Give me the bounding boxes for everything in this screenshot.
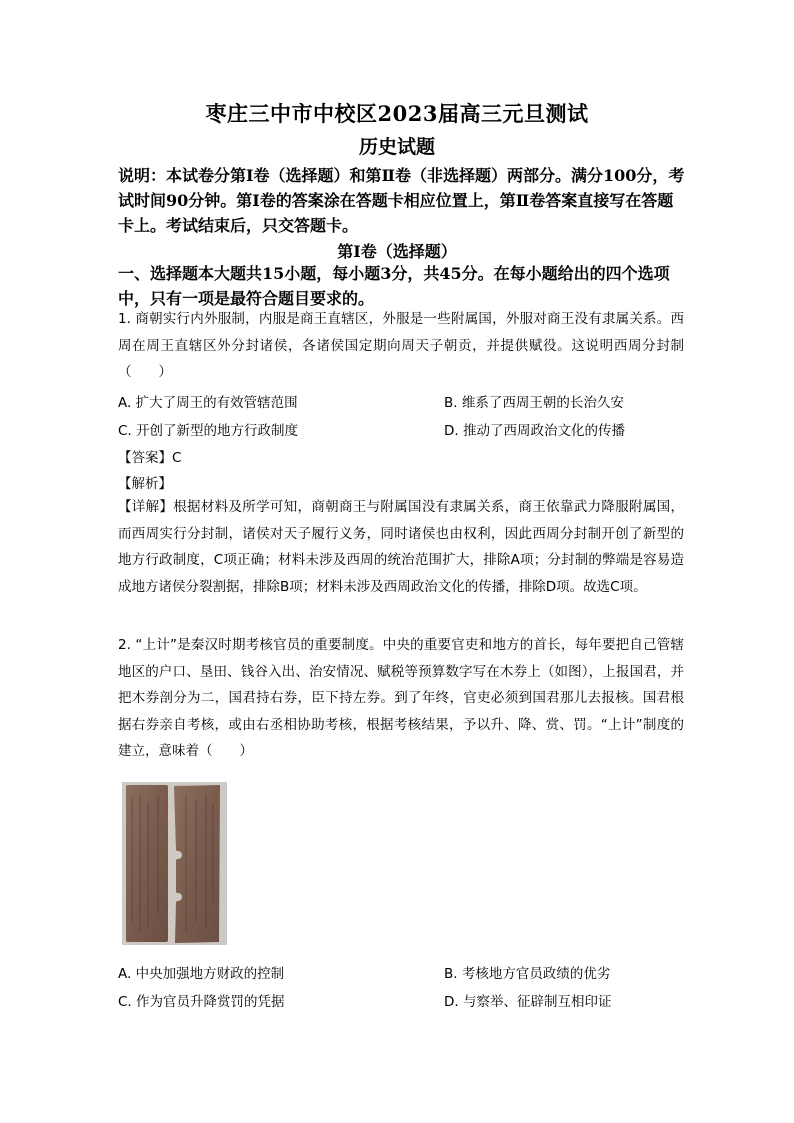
question-2-option-b: B. 考核地方官员政绩的优劣 <box>444 966 611 982</box>
part-instructions: 一、选择题本大题共15小题，每小题3分，共45分。在每小题给出的四个选项中，只有一项是最符合题目要求的。 <box>118 264 670 308</box>
question-1-answer: 【答案】C <box>118 450 182 466</box>
question-1-option-b: B. 维系了西周王朝的长治久安 <box>444 395 624 411</box>
question-1-option-d: D. 推动了西周政治文化的传播 <box>444 423 625 439</box>
section-title: 第Ⅰ卷（选择题） <box>337 242 457 261</box>
exam-instructions-note: 说明：本试卷分第Ⅰ卷（选择题）和第Ⅱ卷（非选择题）两部分。满分100分，考试时间90分钟。第Ⅰ卷的答案涂在答题卡相应位置上，第Ⅱ卷答案直接写在答题卡上。考试结束后，只交答题卡。 <box>118 166 685 235</box>
question-2-option-a: A. 中央加强地方财政的控制 <box>118 966 285 982</box>
question-1-stem: 1. 商朝实行内外服制，内服是商王直辖区，外服是一些附属国，外服对商王没有隶属关系。西周在周王直辖区外分封诸侯，各诸侯国定期向周天子朝贡，并提供赋役。这说明西周分封制（ ） <box>118 311 684 380</box>
question-1-option-a: A. 扩大了周王的有效管辖范围 <box>118 395 298 411</box>
exam-subtitle: 历史试题 <box>358 136 435 158</box>
exam-title: 枣庄三中市中校区2023届高三元旦测试 <box>205 101 589 126</box>
question-1-option-c: C. 开创了新型的地方行政制度 <box>118 423 299 439</box>
question-1-analysis-label: 【解析】 <box>118 476 172 492</box>
question-2-stem: 2. “上计”是秦汉时期考核官员的重要制度。中央的重要官吏和地方的首长，每年要把自己管辖地区的户口、垦田、钱谷入出、治安情况、赋税等预算数字写在木券上（如图），上报国君，并把木券剖分为二，国君持右券，臣下持左券。到了年终，官吏必须到国君那儿去报核。国君根据右券亲自考核，或由右丞相协助考核，根据考核结果，予以升、降、赏、罚。“上计”制度的建立，意味着（ ） <box>118 637 684 759</box>
question-1-detail: 【详解】根据材料及所学可知，商朝商王与附属国没有隶属关系，商王依靠武力降服附属国，而西周实行分封制，诸侯对天子履行义务，同时诸侯也由权利，因此西周分封制开创了新型的地方行政制度，C项正确；材料未涉及西周的统治范围扩大，排除A项；分封制的弊端是容易造成地方诸侯分裂割据，排除B项；材料未涉及西周政治文化的传播，排除D项。故选C项。 <box>118 499 684 595</box>
question-2-option-c: C. 作为官员升降赏罚的凭据 <box>118 994 285 1010</box>
question-2-option-d: D. 与察举、征辟制互相印证 <box>444 994 612 1010</box>
wooden-tablet-photo <box>122 782 227 945</box>
